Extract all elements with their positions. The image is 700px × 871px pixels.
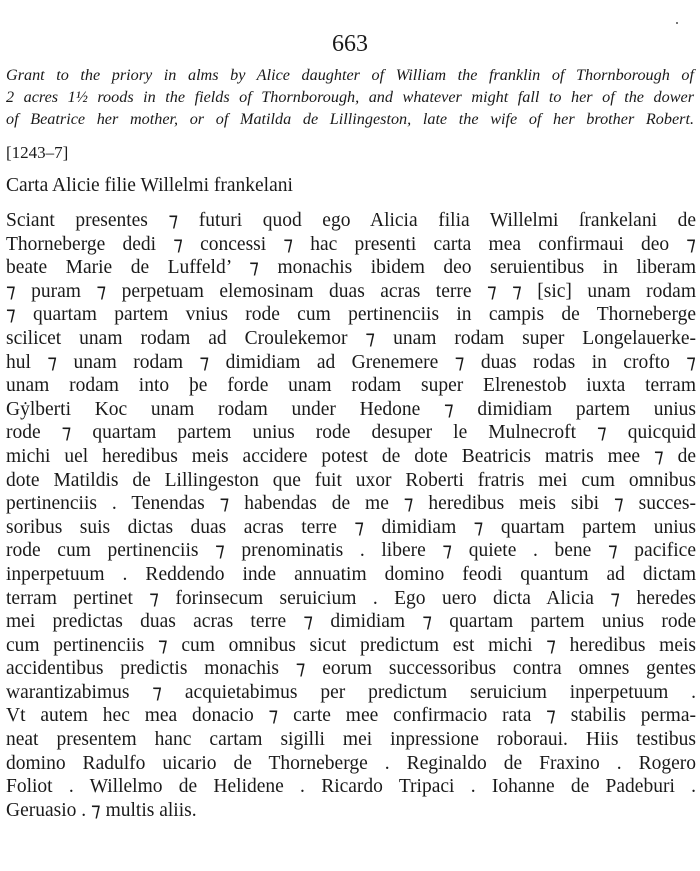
summary-line: of Beatrice her mother, or of Matilda de Lillingeston, late the wife of her brother Robert. <box>6 110 694 128</box>
charter-text-line: ⁊ puram ⁊ perpetuam elemosinam duas acras terre ⁊ ⁊ [sic] unam rodam <box>6 280 696 302</box>
charter-text-line: dote Matildis de Lillingeston que fuit uxor Roberti fratris mei cum omnibus <box>6 469 696 491</box>
charter-text-line: ⁊ quartam partem vnius rode cum pertinenciis in campis de Thorneberge <box>6 304 696 326</box>
charter-text-line: Sciant presentes ⁊ futuri quod ego Alicia filia Willelmi ſrankelani de <box>6 210 696 231</box>
charter-text-line: domino Radulfo uicario de Thorneberge . Reginaldo de Fraxino . Rogero <box>6 752 696 774</box>
charter-text-line: hul ⁊ unam rodam ⁊ dimidiam ad Grenemere ⁊ duas rodas in crofto ⁊ <box>6 351 696 373</box>
summary-line: 2 acres 1½ roods in the fields of Thornborough, and whatever might fall to her of the dower <box>6 88 694 106</box>
charter-text-line: Geruasio . ⁊ multis aliis. <box>6 799 197 821</box>
charter-text-line: Foliot . Willelmo de Helidene . Ricardo Tripaci . Iohanne de Padeburi . <box>6 776 696 798</box>
charter-text-line: Thorneberge dedi ⁊ concessi ⁊ hac presenti carta mea confirmaui deo ⁊ <box>6 233 696 255</box>
charter-text-line: rode ⁊ quartam partem unius rode desuper le Mulnecroft ⁊ quicquid <box>6 422 696 444</box>
charter-text-line: rode cum pertinenciis ⁊ prenominatis . libere ⁊ quiete . bene ⁊ pacifice <box>6 540 696 562</box>
charter-text-line: accidentibus predictis monachis ⁊ eorum successoribus contra omnes gentes <box>6 658 696 680</box>
charter-text-line: unam rodam into þe forde unam rodam super Elrenestob iuxta terram <box>6 375 696 397</box>
charter-heading: Carta Alicie filie Willelmi frankelani <box>6 175 293 196</box>
charter-text-line: pertinenciis . Tenendas ⁊ habendas de me ⁊ heredibus meis sibi ⁊ succes- <box>6 493 696 515</box>
charter-text-line: cum pertinenciis ⁊ cum omnibus sicut predictum est michi ⁊ heredibus meis <box>6 634 696 656</box>
charter-summary <box>6 64 694 130</box>
charter-text-line: inperpetuum . Reddendo inde annuatim domino feodi quantum ad dictam <box>6 563 696 585</box>
charter-text-line: terram pertinet ⁊ forinsecum seruicium . Ego uero dicta Alicia ⁊ heredes <box>6 587 696 609</box>
charter-text-line: neat presentem hanc cartam sigilli mei inpressione roboraui. Hiis testibus <box>6 729 696 751</box>
charter-text-line: mei predictas duas acras terre ⁊ dimidiam ⁊ quartam partem unius rode <box>6 611 696 633</box>
charter-text-line: scilicet unam rodam ad Croulekemor ⁊ unam rodam super Longelauerke- <box>6 327 696 349</box>
charter-date: [1243–7] <box>6 143 69 162</box>
charter-text-line: Vt autem hec mea donacio ⁊ carte mee confirmacio rata ⁊ stabilis perma- <box>6 705 696 727</box>
page-number: 663 <box>332 31 368 57</box>
charter-text <box>6 209 696 822</box>
charter-text-line: beate Marie de Luffeld’ ⁊ monachis ibidem deo seruientibus in liberam <box>6 257 696 279</box>
charter-text-line: soribus suis dictas duas acras terre ⁊ dimidiam ⁊ quartam partem unius <box>6 516 696 538</box>
charter-text-line: warantizabimus ⁊ acquietabimus per predictum seruicium inperpetuum . <box>6 681 696 703</box>
charter-text-line: Gẏlberti Koc unam rodam under Hedone ⁊ dimidiam partem unius <box>6 398 696 420</box>
summary-line: Grant to the priory in alms by Alice daughter of William the franklin of Thornborough of <box>6 66 694 84</box>
charter-text-line: michi uel heredibus meis accidere potest de dote Beatricis matris mee ⁊ de <box>6 445 696 467</box>
corner-speck <box>676 22 678 24</box>
